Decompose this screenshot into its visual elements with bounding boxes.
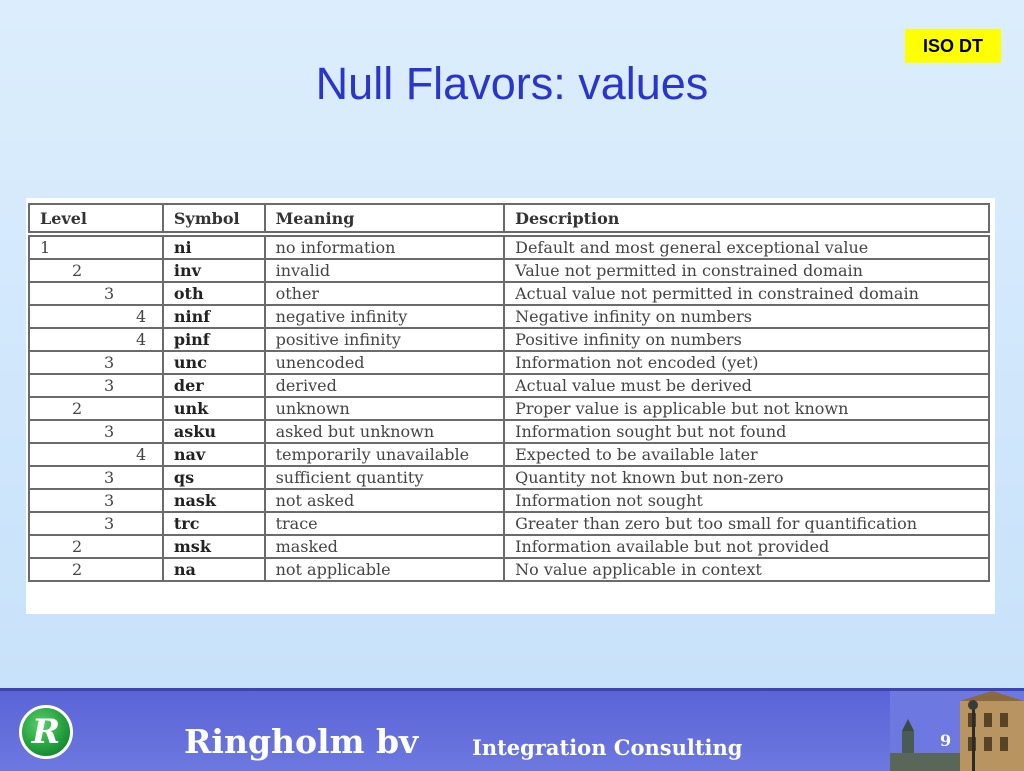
meaning-cell: not applicable bbox=[265, 558, 505, 581]
symbol-cell: unk bbox=[163, 397, 265, 420]
level-value: 3 bbox=[104, 284, 115, 303]
page-number: 9 bbox=[940, 731, 952, 750]
meaning-cell: positive infinity bbox=[265, 328, 505, 351]
meaning-cell: derived bbox=[265, 374, 505, 397]
level-cell bbox=[29, 420, 163, 443]
meaning-cell: trace bbox=[265, 512, 505, 535]
null-flavors-table-card bbox=[26, 198, 995, 614]
table-body bbox=[29, 234, 989, 581]
city-skyline-photo bbox=[890, 691, 1024, 771]
table-row bbox=[29, 558, 989, 581]
level-cell bbox=[29, 489, 163, 512]
level-cell bbox=[29, 328, 163, 351]
description-cell: Value not permitted in constrained domain bbox=[504, 259, 989, 282]
level-value: 3 bbox=[104, 514, 115, 533]
description-cell: Positive infinity on numbers bbox=[504, 328, 989, 351]
symbol-cell: ninf bbox=[163, 305, 265, 328]
meaning-cell: other bbox=[265, 282, 505, 305]
description-cell: Negative infinity on numbers bbox=[504, 305, 989, 328]
level-value: 3 bbox=[104, 422, 115, 441]
level-value: 3 bbox=[104, 353, 115, 372]
level-value: 4 bbox=[136, 330, 147, 349]
symbol-cell: ni bbox=[163, 234, 265, 259]
footer-bar bbox=[0, 688, 1024, 771]
meaning-cell: no information bbox=[265, 234, 505, 259]
level-cell bbox=[29, 234, 163, 259]
level-cell bbox=[29, 512, 163, 535]
description-cell: No value applicable in context bbox=[504, 558, 989, 581]
level-value: 3 bbox=[104, 491, 115, 510]
level-cell bbox=[29, 443, 163, 466]
symbol-cell: inv bbox=[163, 259, 265, 282]
description-cell: Information sought but not found bbox=[504, 420, 989, 443]
symbol-cell: oth bbox=[163, 282, 265, 305]
symbol-cell: asku bbox=[163, 420, 265, 443]
symbol-cell: trc bbox=[163, 512, 265, 535]
slide-title: Null Flavors: values bbox=[315, 58, 709, 109]
iso-dt-badge: ISO DT bbox=[905, 29, 1001, 63]
level-cell bbox=[29, 558, 163, 581]
symbol-cell: unc bbox=[163, 351, 265, 374]
company-tagline: Integration Consulting bbox=[472, 735, 743, 760]
level-value: 3 bbox=[104, 376, 115, 395]
table-row bbox=[29, 512, 989, 535]
table-row bbox=[29, 351, 989, 374]
ringholm-logo bbox=[19, 705, 73, 759]
symbol-cell: pinf bbox=[163, 328, 265, 351]
level-cell bbox=[29, 282, 163, 305]
table-row bbox=[29, 282, 989, 305]
description-cell: Greater than zero but too small for quantification bbox=[504, 512, 989, 535]
meaning-cell: invalid bbox=[265, 259, 505, 282]
level-value: 3 bbox=[104, 468, 115, 487]
symbol-cell: qs bbox=[163, 466, 265, 489]
table-row bbox=[29, 443, 989, 466]
header-description: Description bbox=[504, 204, 989, 234]
header-meaning: Meaning bbox=[265, 204, 505, 234]
table-header-row bbox=[29, 204, 989, 234]
description-cell: Default and most general exceptional value bbox=[504, 234, 989, 259]
meaning-cell: unencoded bbox=[265, 351, 505, 374]
header-symbol: Symbol bbox=[163, 204, 265, 234]
table-row bbox=[29, 397, 989, 420]
symbol-cell: nask bbox=[163, 489, 265, 512]
header-level: Level bbox=[29, 204, 163, 234]
meaning-cell: not asked bbox=[265, 489, 505, 512]
level-value: 4 bbox=[136, 307, 147, 326]
company-name: Ringholm bv bbox=[184, 722, 419, 761]
table-row bbox=[29, 328, 989, 351]
table-row bbox=[29, 374, 989, 397]
symbol-cell: na bbox=[163, 558, 265, 581]
level-cell bbox=[29, 535, 163, 558]
table-row bbox=[29, 305, 989, 328]
description-cell: Information available but not provided bbox=[504, 535, 989, 558]
table-row bbox=[29, 489, 989, 512]
symbol-cell: msk bbox=[163, 535, 265, 558]
meaning-cell: masked bbox=[265, 535, 505, 558]
description-cell: Quantity not known but non-zero bbox=[504, 466, 989, 489]
level-value: 2 bbox=[72, 560, 83, 579]
meaning-cell: negative infinity bbox=[265, 305, 505, 328]
description-cell: Information not encoded (yet) bbox=[504, 351, 989, 374]
logo-letter: R bbox=[31, 712, 61, 752]
level-value: 2 bbox=[72, 537, 83, 556]
description-cell: Actual value must be derived bbox=[504, 374, 989, 397]
level-value: 2 bbox=[72, 399, 83, 418]
description-cell: Actual value not permitted in constrained domain bbox=[504, 282, 989, 305]
table-row bbox=[29, 234, 989, 259]
symbol-cell: nav bbox=[163, 443, 265, 466]
symbol-cell: der bbox=[163, 374, 265, 397]
level-cell bbox=[29, 466, 163, 489]
meaning-cell: sufficient quantity bbox=[265, 466, 505, 489]
level-value: 4 bbox=[136, 445, 147, 464]
meaning-cell: temporarily unavailable bbox=[265, 443, 505, 466]
level-cell bbox=[29, 351, 163, 374]
level-cell bbox=[29, 259, 163, 282]
description-cell: Information not sought bbox=[504, 489, 989, 512]
meaning-cell: unknown bbox=[265, 397, 505, 420]
level-value: 1 bbox=[40, 238, 51, 257]
level-cell bbox=[29, 374, 163, 397]
table-row bbox=[29, 420, 989, 443]
description-cell: Proper value is applicable but not known bbox=[504, 397, 989, 420]
meaning-cell: asked but unknown bbox=[265, 420, 505, 443]
table-row bbox=[29, 466, 989, 489]
null-flavors-table bbox=[28, 203, 990, 582]
level-cell bbox=[29, 305, 163, 328]
description-cell: Expected to be available later bbox=[504, 443, 989, 466]
level-value: 2 bbox=[72, 261, 83, 280]
table-row bbox=[29, 259, 989, 282]
level-cell bbox=[29, 397, 163, 420]
table-row bbox=[29, 535, 989, 558]
